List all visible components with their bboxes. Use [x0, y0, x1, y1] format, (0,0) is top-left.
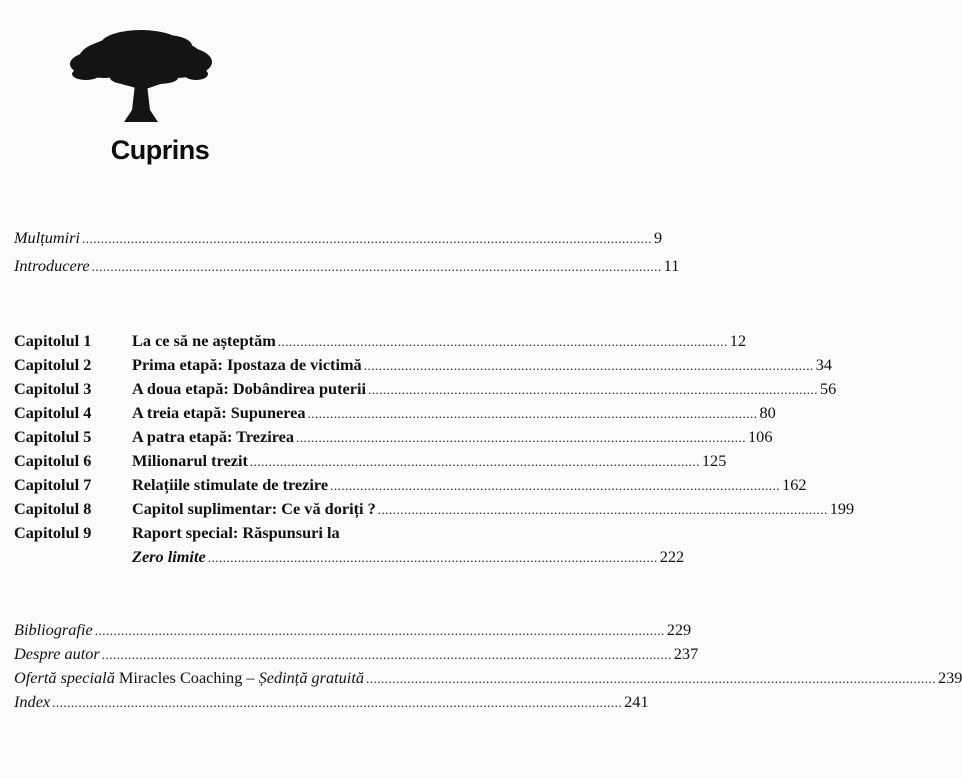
leader-dots: ........................................................................................................................ [368, 382, 818, 397]
chapter-number: Capitolul 7 [14, 475, 92, 494]
toc-chapter-6[interactable] [14, 447, 727, 471]
chapter-title: Milionarul trezit [132, 451, 248, 470]
toc-chapter-9[interactable] [14, 519, 512, 543]
label-roman-part: Miracles Coaching [114, 668, 243, 687]
chapter-number: Capitolul 5 [14, 427, 92, 446]
leader-dots: ........................................................................................................................ [249, 454, 700, 469]
chapter-page: 12 [729, 331, 747, 350]
leader-dots: ........................................................................................................................ [277, 334, 728, 349]
toc-chapter-4[interactable] [14, 399, 776, 423]
toc-entry-despre-autor[interactable] [14, 640, 699, 664]
chapter-title: A patra etapă: Trezirea [132, 427, 295, 446]
chapter-page: 199 [829, 499, 855, 518]
toc-entry-page: 239 [938, 668, 962, 687]
chapter-page: 162 [782, 475, 807, 494]
toc-chapter-2[interactable] [14, 351, 832, 375]
chapter-number: Capitolul 1 [14, 331, 92, 350]
chapter-title: La ce să ne așteptăm [132, 331, 276, 350]
leader-dots: ........................................................................................................................................................ [91, 259, 662, 274]
toc-entry-introducere[interactable] [14, 252, 680, 276]
toc-chapter-7[interactable] [14, 471, 807, 495]
leader-dots: ........................................................................................................................ [296, 430, 747, 445]
chapter-number: Capitolul 6 [14, 451, 92, 470]
leader-dots: ........................................................................................................................ [307, 406, 758, 421]
toc-entry-label: Introducere [14, 256, 90, 275]
chapter-number: Capitolul 9 [14, 523, 92, 542]
leader-dots: ........................................................................................................................ [207, 550, 658, 565]
chapter-title: Capitol suplimentar: Ce vă doriți ? [132, 499, 376, 518]
chapter-title: Raport special: Răspunsuri la [132, 523, 340, 542]
chapter-number: Capitolul 3 [14, 379, 92, 398]
chapter-title: A doua etapă: Dobândirea puterii [132, 379, 366, 398]
leader-dots: ........................................................................................................................ [377, 502, 828, 517]
chapter-number: Capitolul 2 [14, 355, 92, 374]
chapter-title: A treia etapă: Supunerea [132, 403, 306, 422]
toc-entry-multumiri[interactable] [14, 224, 663, 248]
toc-chapter-3[interactable] [14, 375, 837, 399]
leader-dots: ........................................................................................................................ [330, 478, 781, 493]
leader-dots: ........................................................................................................................................................ [366, 671, 936, 686]
leader-dots: ........................................................................................................................................................ [94, 623, 665, 638]
leader-dots: ........................................................................................................................................................ [52, 695, 623, 710]
chapter-page: 222 [659, 547, 685, 566]
chapter-number: Capitolul 8 [14, 499, 92, 518]
toc-entry-page: 229 [666, 620, 692, 639]
toc-chapter-8[interactable] [14, 495, 855, 519]
chapter-number: Capitolul 4 [14, 403, 92, 422]
toc-chapter-9-cont[interactable] [14, 543, 685, 567]
toc-entry-page: 9 [654, 228, 663, 247]
label-italic-part: Ofertă specială [14, 668, 115, 687]
chapter-title-continued: Zero limite [132, 547, 206, 566]
toc-entry-oferta-speciala[interactable] [14, 664, 962, 688]
toc-entry-label: Despre autor [14, 644, 100, 663]
toc-chapter-1[interactable] [14, 327, 747, 351]
chapter-page: 125 [701, 451, 727, 470]
toc-entry-bibliografie[interactable] [14, 616, 692, 640]
chapter-page: 56 [820, 379, 837, 398]
chapter-title: Prima etapă: Ipostaza de victimă [132, 355, 362, 374]
page-title: Cuprins [110, 135, 210, 165]
chapter-page: 80 [759, 403, 776, 422]
toc-entry-index[interactable] [14, 688, 649, 712]
toc-entry-label [14, 668, 364, 688]
toc-chapter-5[interactable] [14, 423, 773, 447]
toc-entry-page: 11 [663, 256, 680, 275]
toc-entry-label: Mulțumiri [14, 228, 81, 247]
chapter-page: 106 [748, 427, 773, 446]
toc-entry-page: 241 [624, 692, 649, 711]
leader-dots: ........................................................................................................................ [363, 358, 814, 373]
toc-entry-label: Bibliografie [14, 620, 93, 639]
leader-dots: ........................................................................................................................................................ [101, 647, 672, 662]
chapter-title: Relațiile stimulate de trezire [132, 475, 329, 494]
chapter-page: 34 [815, 355, 832, 374]
leader-dots: ........................................................................................................................................................ [82, 231, 653, 246]
tree-illustration [66, 18, 216, 126]
toc-entry-page: 237 [673, 644, 699, 663]
toc-entry-label: Index [14, 692, 51, 711]
label-italic-part-2: – Ședință gratuită [242, 668, 364, 687]
